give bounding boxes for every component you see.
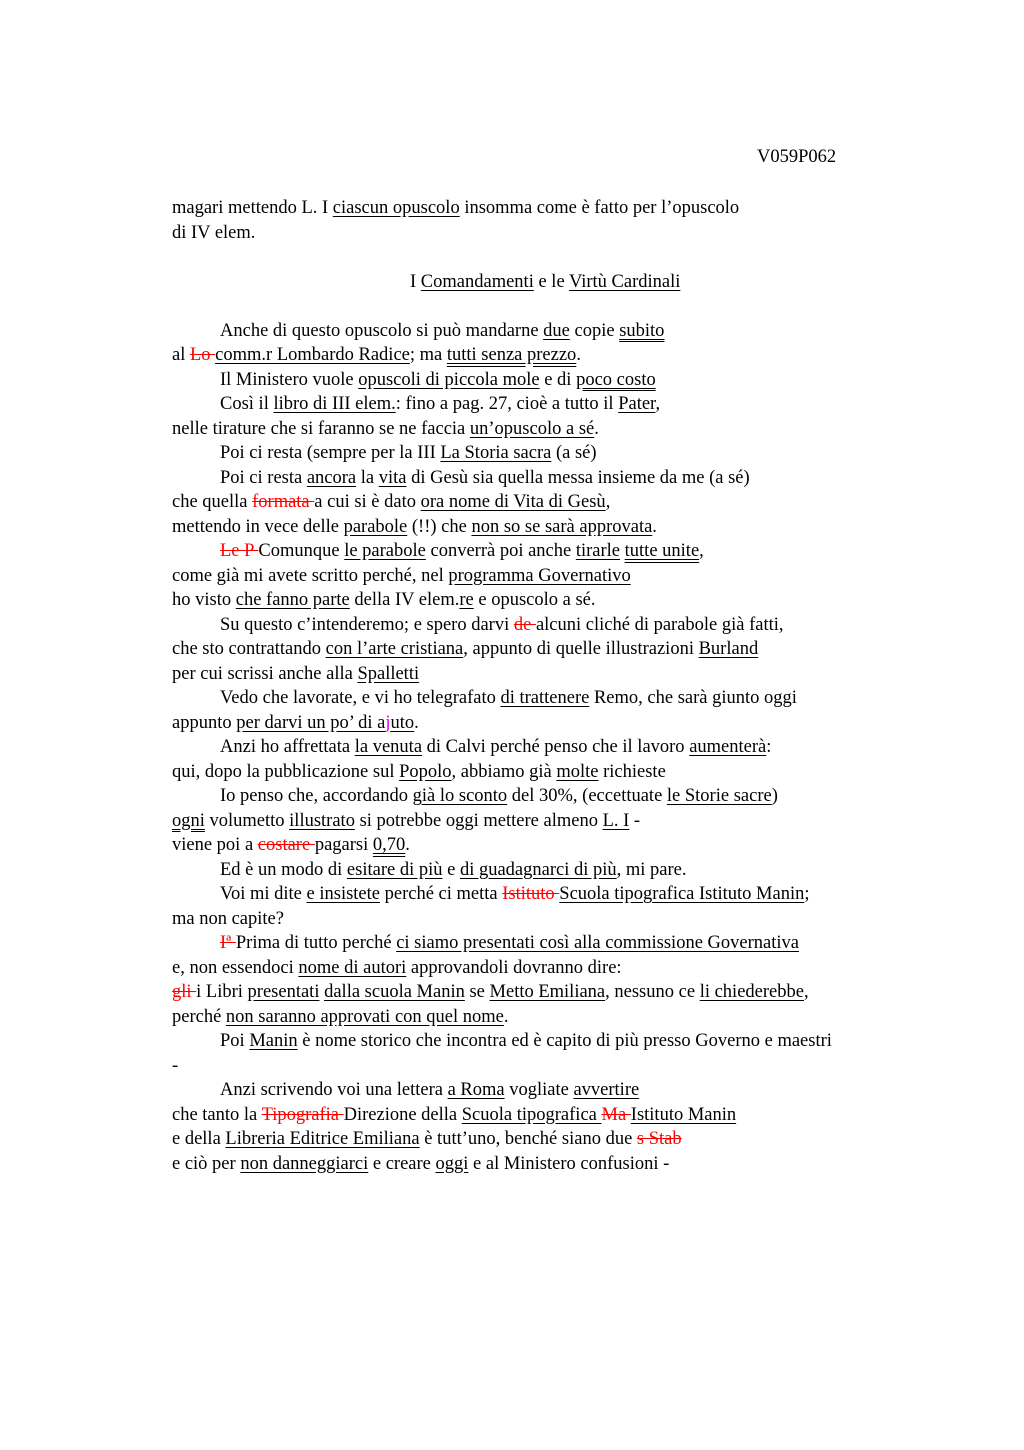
text-run: , appunto di quelle illustrazioni: [463, 639, 699, 659]
text-run: perché: [172, 1006, 226, 1027]
text-run: Ed è un modo di: [220, 859, 347, 880]
text-line: [172, 956, 932, 981]
underlined-text: non so se sarà approvata: [471, 516, 653, 537]
underlined-text: ogni: [172, 810, 205, 831]
text-run: che quella: [172, 492, 253, 512]
text-run: -: [172, 1055, 179, 1076]
text-run: è nome storico che incontra ed è capito di più presso Governo e maestri: [297, 1031, 832, 1051]
text-line: [172, 735, 932, 760]
text-run: Vedo che lavorate, e vi ho telegrafato: [220, 688, 501, 708]
text-run: ho visto: [172, 590, 236, 610]
struck-text: Tipografia: [261, 1104, 344, 1125]
text-line: [172, 1152, 932, 1177]
underlined-text: dalla scuola Manin: [324, 982, 465, 1002]
text-line: [172, 515, 932, 540]
text-run: e, non essendoci: [172, 957, 299, 978]
underlined-text: parabole: [343, 516, 408, 537]
underlined-text: illustrato: [289, 810, 355, 831]
text-run: Il Ministero vuole: [220, 369, 359, 390]
text-run: .: [414, 712, 419, 733]
text-run: ; ma: [409, 345, 447, 365]
text-line: [172, 368, 932, 393]
text-line: [172, 711, 932, 736]
text-run: appunto: [172, 712, 237, 733]
text-run: viene poi a: [172, 835, 258, 855]
underlined-text: le parabole: [344, 541, 426, 561]
text-run: ma non capite?: [172, 908, 284, 929]
text-run: .: [652, 516, 657, 537]
underlined-text: Pater: [618, 394, 656, 414]
text-run: Voi mi dite: [220, 884, 307, 904]
text-run: richieste: [598, 761, 666, 782]
text-line: [172, 466, 932, 491]
text-run: , mi pare.: [616, 859, 687, 880]
text-run: al: [172, 345, 190, 365]
underlined-text: le Storie sacre: [666, 786, 772, 806]
text-run: mettendo in vece delle: [172, 516, 344, 537]
text-line: [172, 980, 932, 1005]
underlined-text: nome di autori: [298, 957, 407, 978]
text-line: [172, 441, 932, 466]
struck-text: de: [513, 614, 536, 635]
text-run: Poi ci resta: [220, 467, 307, 488]
text-run: ;: [804, 884, 810, 904]
underlined-text: Scuola tipografica: [461, 1104, 602, 1125]
text-line: [172, 931, 932, 956]
underlined-text: con l’arte cristiana: [325, 639, 464, 659]
underlined-text: non danneggiarci: [240, 1153, 369, 1174]
text-run: Anche di questo opuscolo si può mandarne: [220, 320, 544, 341]
underlined-text: già lo sconto: [412, 786, 508, 806]
underlined-text: opuscoli di piccola mole: [358, 369, 540, 390]
text-run: se: [464, 982, 490, 1002]
page-id: V059P062: [757, 147, 837, 167]
text-run: magari mettendo L. I: [172, 198, 333, 218]
text-run: che sto contrattando: [172, 639, 326, 659]
underlined-text: un’opuscolo a sé: [469, 418, 595, 439]
underlined-text: programma Governativo: [448, 565, 631, 586]
text-line: [172, 319, 932, 344]
underlined-text: La Storia sacra: [440, 443, 552, 463]
text-line: [172, 490, 932, 515]
text-run: vogliate: [504, 1080, 574, 1100]
text-run: approvandoli dovranno dire:: [406, 957, 622, 978]
underlined-text: presentati: [247, 982, 320, 1002]
underlined-text: Spalletti: [357, 663, 420, 684]
underlined-text: libro di III elem.: [273, 394, 396, 414]
underlined-text: Manin: [249, 1031, 298, 1051]
struck-text: Lo: [189, 345, 216, 365]
text-line: [172, 1127, 932, 1152]
text-line: [172, 539, 932, 564]
underlined-text: poco costo: [576, 369, 656, 390]
underlined-text: che fanno parte: [235, 590, 350, 610]
text-line: [172, 588, 932, 613]
text-run: e: [442, 859, 460, 880]
text-run: e al Ministero confusioni -: [468, 1153, 670, 1174]
text-run: e opuscolo a sé.: [473, 590, 596, 610]
text-run: : fino a pag. 27, cioè a tutto il: [395, 394, 619, 414]
text-run: , abbiamo già: [451, 761, 557, 782]
text-line: [172, 417, 932, 442]
text-line: [172, 833, 932, 858]
underlined-text: j: [385, 712, 391, 733]
text-run: alcuni cliché di parabole già fatti,: [535, 614, 784, 635]
underlined-text: ciascun opuscolo: [332, 198, 460, 218]
underlined-text: L. I: [602, 810, 630, 831]
text-run: di Gesù sia quella messa insieme da me (a sé): [406, 467, 750, 488]
underlined-text: e insistete: [306, 884, 380, 904]
text-line: [172, 343, 932, 368]
struck-text: costare: [257, 835, 315, 855]
text-line: [172, 882, 932, 907]
text-run: converrà poi anche: [425, 541, 576, 561]
text-run: I: [410, 271, 421, 292]
text-line: [172, 686, 932, 711]
text-run: di IV elem.: [172, 222, 256, 243]
text-run: si potrebbe oggi mettere almeno: [354, 810, 603, 831]
text-run: per cui scrissi anche alla: [172, 663, 358, 684]
text-run: perché ci metta: [379, 884, 503, 904]
underlined-text: due: [543, 320, 570, 341]
text-run: , nessuno ce: [605, 982, 700, 1002]
text-run: volumetto: [204, 810, 290, 831]
text-line: [172, 662, 932, 687]
text-run: della IV elem.: [349, 590, 460, 610]
text-line: [172, 858, 932, 883]
text-run: ,: [655, 394, 661, 414]
underlined-text: li chiederebbe: [699, 982, 804, 1002]
underlined-text: ancora: [306, 467, 357, 488]
text-run: pagarsi: [314, 835, 373, 855]
text-run: nelle tirature che si faranno se ne faccia: [172, 418, 470, 439]
text-run: (a sé): [551, 443, 597, 463]
text-run: ): [771, 786, 778, 806]
underlined-text: Burland: [698, 639, 759, 659]
text-run: e le: [533, 271, 569, 292]
text-run: Comunque: [258, 541, 345, 561]
underlined-text: Istituto Manin: [630, 1104, 737, 1125]
text-run: -: [629, 810, 641, 831]
text-run: e creare: [368, 1153, 436, 1174]
text-run: i Libri: [196, 982, 248, 1002]
underlined-text: 0,70: [372, 835, 406, 855]
text-line: [172, 760, 932, 785]
text-run: e ciò per: [172, 1153, 241, 1174]
section-heading: [172, 270, 932, 295]
text-run: Prima di tutto perché: [235, 933, 397, 953]
underlined-text: tutte unite: [624, 541, 700, 561]
struck-text: Istituto: [502, 884, 560, 904]
text-line: [172, 196, 932, 221]
text-run: insomma come è fatto per l’opuscolo: [459, 198, 740, 218]
underlined-text: aumenterà: [689, 737, 767, 757]
text-run: Poi: [220, 1031, 250, 1051]
text-run: (!!) che: [407, 516, 472, 537]
underlined-text: Comandamenti: [420, 271, 534, 292]
text-run: .: [594, 418, 599, 439]
text-line: [172, 564, 932, 589]
underlined-text: uto: [390, 712, 415, 733]
text-line: [172, 1103, 932, 1128]
letter-body: [172, 196, 932, 1176]
underlined-text: di trattenere: [500, 688, 590, 708]
struck-text: formata: [252, 492, 315, 512]
underlined-text: Metto Emiliana: [489, 982, 606, 1002]
text-run: come già mi avete scritto perché, nel: [172, 565, 449, 586]
underlined-text: vita: [378, 467, 407, 488]
text-run: ,: [605, 492, 611, 512]
text-run: Anzi ho affrettata: [220, 737, 355, 757]
underlined-text: molte: [556, 761, 599, 782]
text-run: Io penso che, accordando: [220, 786, 413, 806]
underlined-text: tutti senza prezzo: [446, 345, 577, 365]
text-line: [172, 221, 932, 246]
underlined-text: ci siamo presentati così alla commissione Governativa: [396, 933, 799, 953]
underlined-text: esitare di più: [346, 859, 443, 880]
text-line: [172, 1029, 932, 1054]
underlined-text: avvertire: [573, 1080, 640, 1100]
text-line: [172, 1005, 932, 1030]
struck-text: gli: [172, 982, 197, 1002]
text-line: [172, 784, 932, 809]
underlined-text: oggi: [435, 1153, 469, 1174]
blank-line: [172, 245, 932, 270]
text-run: e di: [539, 369, 577, 390]
text-run: Poi ci resta (sempre per la III: [220, 443, 441, 463]
underlined-text: tirarle: [575, 541, 621, 561]
text-run: del 30%, (eccettuate: [507, 786, 667, 806]
text-run: e della: [172, 1129, 226, 1149]
text-run: Anzi scrivendo voi una lettera: [220, 1080, 448, 1100]
underlined-text: ora nome di Vita di Gesù: [420, 492, 606, 512]
text-run: Remo, che sarà giunto oggi: [589, 688, 797, 708]
text-run: .: [405, 835, 410, 855]
text-run: che tanto la: [172, 1104, 262, 1125]
text-line: [172, 907, 932, 932]
text-run: qui, dopo la pubblicazione sul: [172, 761, 400, 782]
text-run: .: [576, 345, 581, 365]
text-run: .: [503, 1006, 509, 1027]
struck-text: s Stab: [636, 1129, 682, 1149]
struck-text: Le P: [220, 541, 259, 561]
text-run: copie: [569, 320, 620, 341]
text-run: Su questo c’intenderemo; e spero darvi: [220, 614, 514, 635]
text-line: [172, 392, 932, 417]
underlined-text: Popolo: [399, 761, 452, 782]
struck-text: Ma: [601, 1104, 631, 1125]
text-run: a cui si è dato: [314, 492, 421, 512]
text-run: :: [766, 737, 772, 757]
text-run: ,: [699, 541, 704, 561]
text-run: la: [356, 467, 379, 488]
underlined-text: per darvi un po’ di a: [236, 712, 386, 733]
text-run: Direzione della: [343, 1104, 462, 1125]
underlined-text: la venuta: [354, 737, 423, 757]
underlined-text: re: [459, 590, 474, 610]
text-line: [172, 809, 932, 834]
underlined-text: Scuola tipografica Istituto Manin: [559, 884, 805, 904]
text-run: è tutt’uno, benché siano due: [419, 1129, 637, 1149]
blank-line: [172, 294, 932, 319]
text-line: [172, 637, 932, 662]
text-run: Così il: [220, 394, 274, 414]
text-run: di Calvi perché penso che il lavoro: [422, 737, 690, 757]
text-line: [172, 613, 932, 638]
text-line: [172, 1054, 932, 1079]
text-run: ,: [803, 982, 809, 1002]
underlined-text: comm.r Lombardo Radice: [215, 345, 410, 365]
underlined-text: di guadagnarci di più: [459, 859, 617, 880]
text-line: [172, 1078, 932, 1103]
underlined-text: Virtù Cardinali: [568, 271, 681, 292]
underlined-text: non saranno approvati con quel nome: [225, 1006, 504, 1027]
underlined-text: Libreria Editrice Emiliana: [225, 1129, 420, 1149]
underlined-text: a Roma: [447, 1080, 505, 1100]
underlined-text: subito: [619, 320, 665, 341]
struck-text: Iª: [220, 933, 236, 953]
